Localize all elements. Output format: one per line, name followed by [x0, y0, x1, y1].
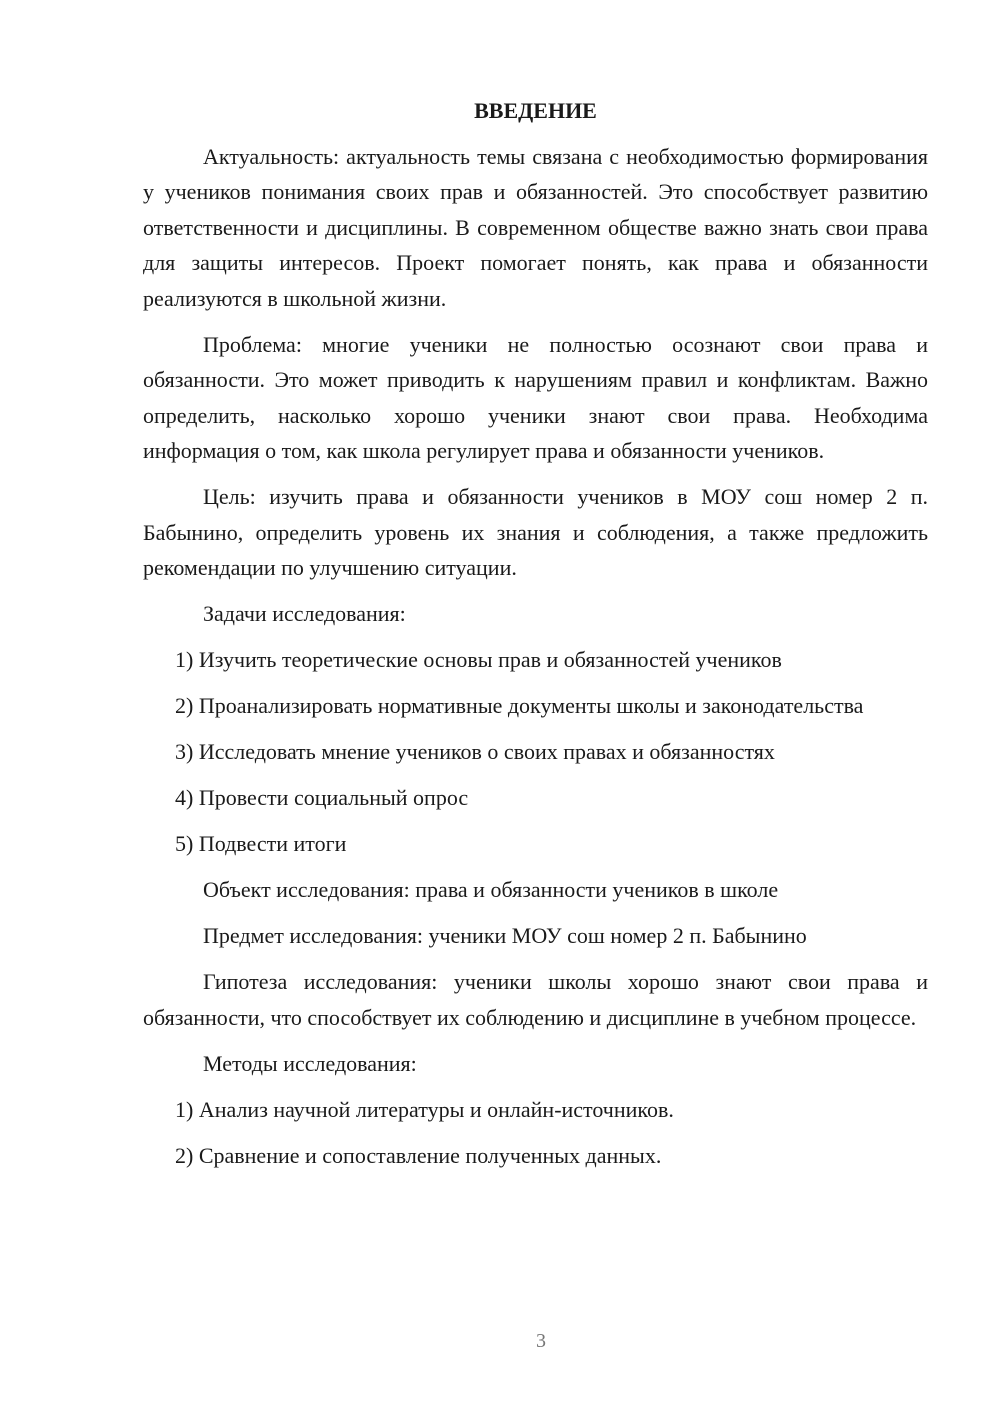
- method-item: 2) Сравнение и сопоставление полученных данных.: [175, 1142, 662, 1168]
- document-page: [143, 93, 928, 1184]
- methods-title: Методы исследования:: [203, 1050, 417, 1076]
- hypothesis-paragraph: Гипотеза исследования: ученики школы хорошо знают свои права и обязанности, что способствует их соблюдению и дисциплине в учебном процессе.: [143, 969, 928, 1030]
- section-heading: ВВЕДЕНИЕ: [474, 98, 597, 123]
- object-line: Объект исследования: права и обязанности учеников в школе: [203, 877, 779, 902]
- relevance-paragraph: Актуальность: актуальность темы связана с необходимостью формирования у учеников понимания своих прав и обязанностей. Это способствует развитию ответственности и дисциплины. В современном обществе важно знать свои права для защиты интересов. Проект помогает понять, как права и обязанности реализуются в школьной жизни.: [143, 143, 928, 311]
- task-item: 2) Проанализировать нормативные документы школы и законодательства: [175, 693, 864, 718]
- task-item: 1) Изучить теоретические основы прав и обязанностей учеников: [175, 647, 782, 672]
- tasks-title: Задачи исследования:: [203, 601, 406, 626]
- task-item: 3) Исследовать мнение учеников о своих правах и обязанностях: [175, 739, 775, 764]
- page-number: 3: [536, 1330, 546, 1352]
- method-item: 1) Анализ научной литературы и онлайн-источников.: [175, 1096, 674, 1122]
- task-item: 5) Подвести итоги: [175, 831, 347, 856]
- task-item: 4) Провести социальный опрос: [175, 785, 469, 810]
- problem-paragraph: Проблема: многие ученики не полностью осознают свои права и обязанности. Это может приводить к нарушениям правил и конфликтам. Важно определить, насколько хорошо ученики знают свои права. Необходима информация о том, как школа регулирует права и обязанности учеников.: [143, 331, 928, 463]
- goal-paragraph: Цель: изучить права и обязанности учеников в МОУ сош номер 2 п. Бабынино, определить уровень их знания и соблюдения, а также предложить рекомендации по улучшению ситуации.: [143, 484, 928, 580]
- subject-line: Предмет исследования: ученики МОУ сош номер 2 п. Бабынино: [203, 923, 807, 948]
